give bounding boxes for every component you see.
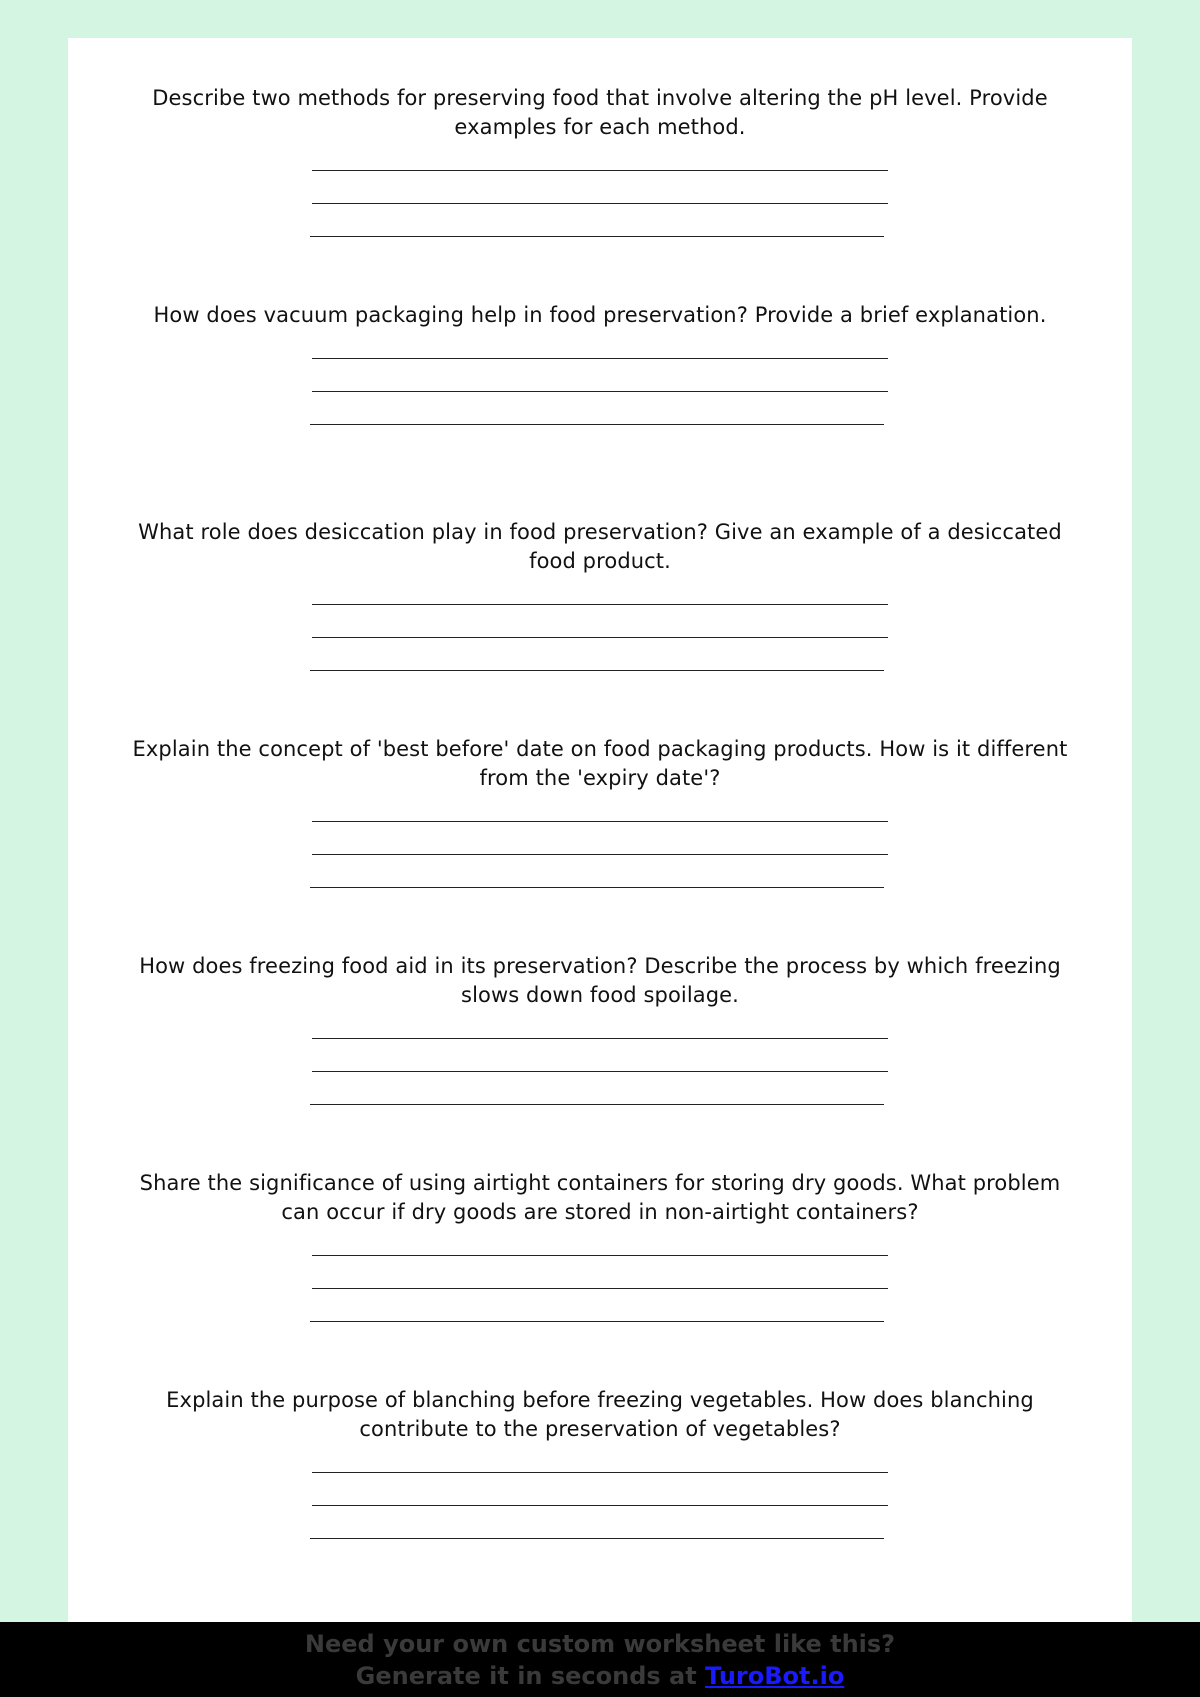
question-text: Share the significance of using airtight containers for storing dry goods. What problem can occur if dry goods are stored in non-airtight containers?	[139, 1171, 1061, 1224]
answer-lines	[310, 1014, 890, 1113]
question-text: Explain the concept of 'best before' date on food packaging products. How is it different from the 'expiry date'?	[132, 737, 1068, 790]
answer-line[interactable]	[310, 830, 890, 863]
question-text: How does vacuum packaging help in food preservation? Provide a brief explanation.	[153, 303, 1047, 327]
answer-line[interactable]	[310, 613, 890, 646]
answer-line[interactable]	[310, 212, 890, 245]
answer-line[interactable]	[310, 1231, 890, 1264]
answer-line[interactable]	[310, 646, 890, 679]
answer-line[interactable]	[310, 179, 890, 212]
question-item	[68, 1169, 1132, 1386]
answer-line[interactable]	[310, 334, 890, 367]
answer-line[interactable]	[310, 580, 890, 613]
answer-line[interactable]	[310, 1514, 890, 1547]
question-item	[68, 301, 1132, 518]
answer-line[interactable]	[310, 1481, 890, 1514]
answer-line[interactable]	[310, 400, 890, 433]
answer-lines	[310, 334, 890, 433]
answer-line[interactable]	[310, 146, 890, 179]
answer-line[interactable]	[310, 1448, 890, 1481]
footer-prefix: Generate it in seconds at	[355, 1662, 706, 1690]
question-item	[68, 1386, 1132, 1603]
turobot-link[interactable]: TuroBot.io	[705, 1662, 845, 1690]
footer-line-1: Need your own custom worksheet like this?	[304, 1630, 896, 1658]
answer-line[interactable]	[310, 1047, 890, 1080]
question-item	[68, 735, 1132, 952]
question-text: Explain the purpose of blanching before freezing vegetables. How does blanching contribute to the preservation of vegetables?	[166, 1388, 1034, 1441]
answer-line[interactable]	[310, 797, 890, 830]
answer-lines	[310, 1231, 890, 1330]
question-item	[68, 518, 1132, 735]
answer-lines	[310, 1448, 890, 1547]
question-item	[68, 84, 1132, 301]
answer-lines	[310, 580, 890, 679]
answer-line[interactable]	[310, 1014, 890, 1047]
answer-line[interactable]	[310, 1297, 890, 1330]
question-text: Describe two methods for preserving food that involve altering the pH level. Provide examples for each method.	[152, 86, 1048, 139]
question-text: What role does desiccation play in food preservation? Give an example of a desiccated food product.	[138, 520, 1062, 573]
promo-footer	[0, 1622, 1200, 1697]
answer-line[interactable]	[310, 863, 890, 896]
answer-lines	[310, 146, 890, 245]
question-list	[68, 84, 1132, 1603]
footer-line-2	[0, 1660, 1200, 1692]
worksheet-page	[68, 38, 1132, 1622]
question-item	[68, 952, 1132, 1169]
answer-line[interactable]	[310, 1264, 890, 1297]
answer-line[interactable]	[310, 1080, 890, 1113]
question-text: How does freezing food aid in its preservation? Describe the process by which freezing slows down food spoilage.	[139, 954, 1061, 1007]
answer-line[interactable]	[310, 367, 890, 400]
answer-lines	[310, 797, 890, 896]
